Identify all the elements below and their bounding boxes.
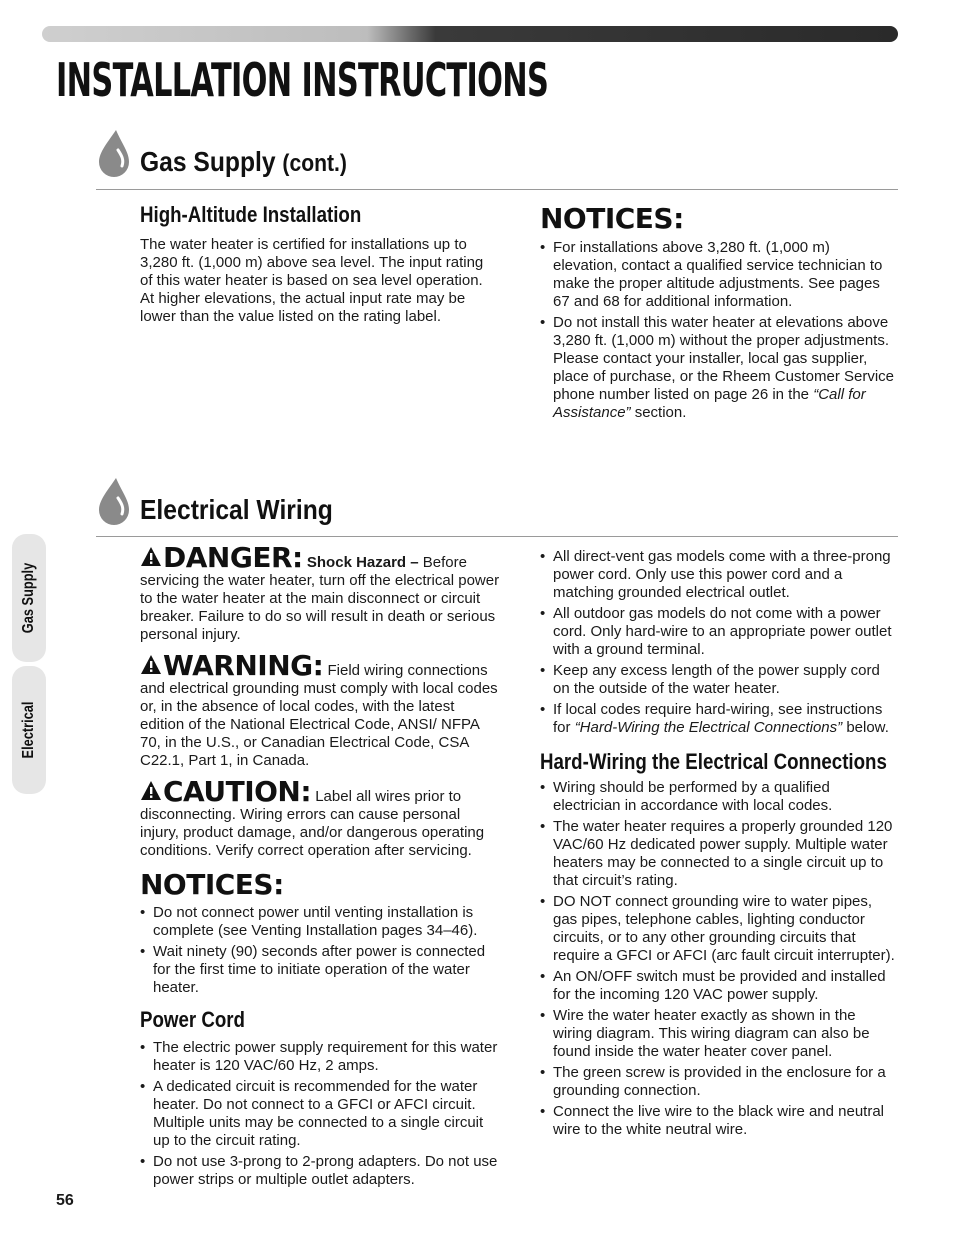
list-item: • Keep any excess length of the power supply cord on the outside of the water heater. <box>540 662 898 698</box>
hard-wiring-heading: Hard-Wiring the Electrical Connections <box>540 749 887 774</box>
list-item: • The green screw is provided in the enclosure for a grounding connection. <box>540 1064 898 1100</box>
high-altitude-body: The water heater is certified for installations up to 3,280 ft. (1,000 m) above sea level. The input rating of this water heater is based on sea level operation. At higher elevations, the actual input rate may be lower than the value listed on the rating label. <box>140 236 484 325</box>
side-tab-electrical[interactable] <box>12 666 46 794</box>
list-item: • An ON/OFF switch must be provided and installed for the incoming 120 VAC power supply. <box>540 968 898 1004</box>
list-item: • For installations above 3,280 ft. (1,000 m) elevation, contact a qualified service technician to make the proper altitude adjustments. See pages 67 and 68 for additional information. <box>540 239 894 311</box>
section-title-electrical: Electrical Wiring <box>140 494 333 525</box>
list-item: • Do not use 3-prong to 2-prong adapters. Do not use power strips or multiple outlet adapters. <box>140 1153 500 1189</box>
list-item: • Connect the live wire to the black wire and neutral wire to the white neutral wire. <box>540 1103 898 1139</box>
gas-notices-block <box>540 202 894 425</box>
electrical-header <box>96 476 898 540</box>
notices-heading: NOTICES: <box>140 868 284 901</box>
list-item: • The water heater requires a properly grounded 120 VAC/60 Hz dedicated power supply. Multiple water heaters may be connected to a single circuit up to that circuit’s rating. <box>540 818 898 890</box>
side-tab-label: Gas Supply <box>20 562 37 634</box>
gas-supply-header <box>96 128 898 192</box>
power-cord-heading: Power Cord <box>140 1007 245 1032</box>
danger-notice: DANGER: Shock Hazard – Before servicing the water heater, turn off the electrical power to the water heater at the main disconnect or circuit breaker. Failure to do so will result in death or serious personal injury. <box>140 541 500 643</box>
list-item: • DO NOT connect grounding wire to water pipes, gas pipes, telephone cables, lighting conductor circuits, or to any other grounding circuits that require a GFCI or AFCI (arc fault circuit interrupter). <box>540 893 898 965</box>
warning-triangle-icon <box>140 654 162 676</box>
water-drop-icon <box>96 128 130 178</box>
section-divider <box>96 189 898 190</box>
list-item: • All direct-vent gas models come with a three-prong power cord. Only use this power cord and a matching grounded electrical outlet. <box>540 548 898 602</box>
section-divider <box>96 536 898 537</box>
page-title: INSTALLATION INSTRUCTIONS <box>56 53 549 107</box>
list-item: • Wait ninety (90) seconds after power is connected for the first time to initiate operation of the water heater. <box>140 943 500 997</box>
list-item: • Do not connect power until venting installation is complete (see Venting Installation pages 34–46). <box>140 904 500 940</box>
electrical-right-column <box>540 548 898 1142</box>
list-item: • Do not install this water heater at elevations above 3,280 ft. (1,000 m) without the proper adjustments. Please contact your installer, local gas supplier, place of purchase, or the Rheem Customer Service phone number listed on page 26 in the “Call for Assistance” section. <box>540 314 894 422</box>
top-decorative-bar <box>42 26 898 42</box>
page-number: 56 <box>56 1192 74 1209</box>
section-title-gas-supply: Gas Supply (cont.) <box>140 146 347 177</box>
high-altitude-block <box>140 202 485 326</box>
list-item: • If local codes require hard-wiring, see instructions for “Hard-Wiring the Electrical Connections” below. <box>540 701 898 737</box>
notices-heading: NOTICES: <box>540 202 684 235</box>
water-drop-icon <box>96 476 130 526</box>
warning-notice: WARNING: Field wiring connections and electrical grounding must comply with local codes or, in the absence of local codes, with the latest edition of the National Electrical Code, ANSI/ NFPA 70, in the U.S., or Canadian Electrical Code, CSA C22.1, Part 1, in Canada. <box>140 649 498 769</box>
list-item: • Wire the water heater exactly as shown in the wiring diagram. This wiring diagram can also be found inside the water heater cover panel. <box>540 1007 898 1061</box>
high-altitude-heading: High-Altitude Installation <box>140 202 362 227</box>
list-item: • The electric power supply requirement for this water heater is 120 VAC/60 Hz, 2 amps. <box>140 1039 500 1075</box>
list-item: • Wiring should be performed by a qualified electrician in accordance with local codes. <box>540 779 898 815</box>
warning-triangle-icon <box>140 546 162 568</box>
electrical-left-column <box>140 541 500 1192</box>
side-tab-label: Electrical <box>20 701 37 759</box>
warning-triangle-icon <box>140 780 162 802</box>
side-tab-gas-supply[interactable] <box>12 534 46 662</box>
list-item: • A dedicated circuit is recommended for the water heater. Do not connect to a GFCI or AFCI circuit. Multiple units may be connected to a single circuit up to the circuit rating. <box>140 1078 500 1150</box>
list-item: • All outdoor gas models do not come with a power cord. Only hard-wire to an appropriate power outlet with a ground terminal. <box>540 605 898 659</box>
caution-notice: CAUTION: Label all wires prior to disconnecting. Wiring errors can cause personal injury, product damage, and/or dangerous operating conditions. Verify correct operation after servicing. <box>140 775 485 859</box>
